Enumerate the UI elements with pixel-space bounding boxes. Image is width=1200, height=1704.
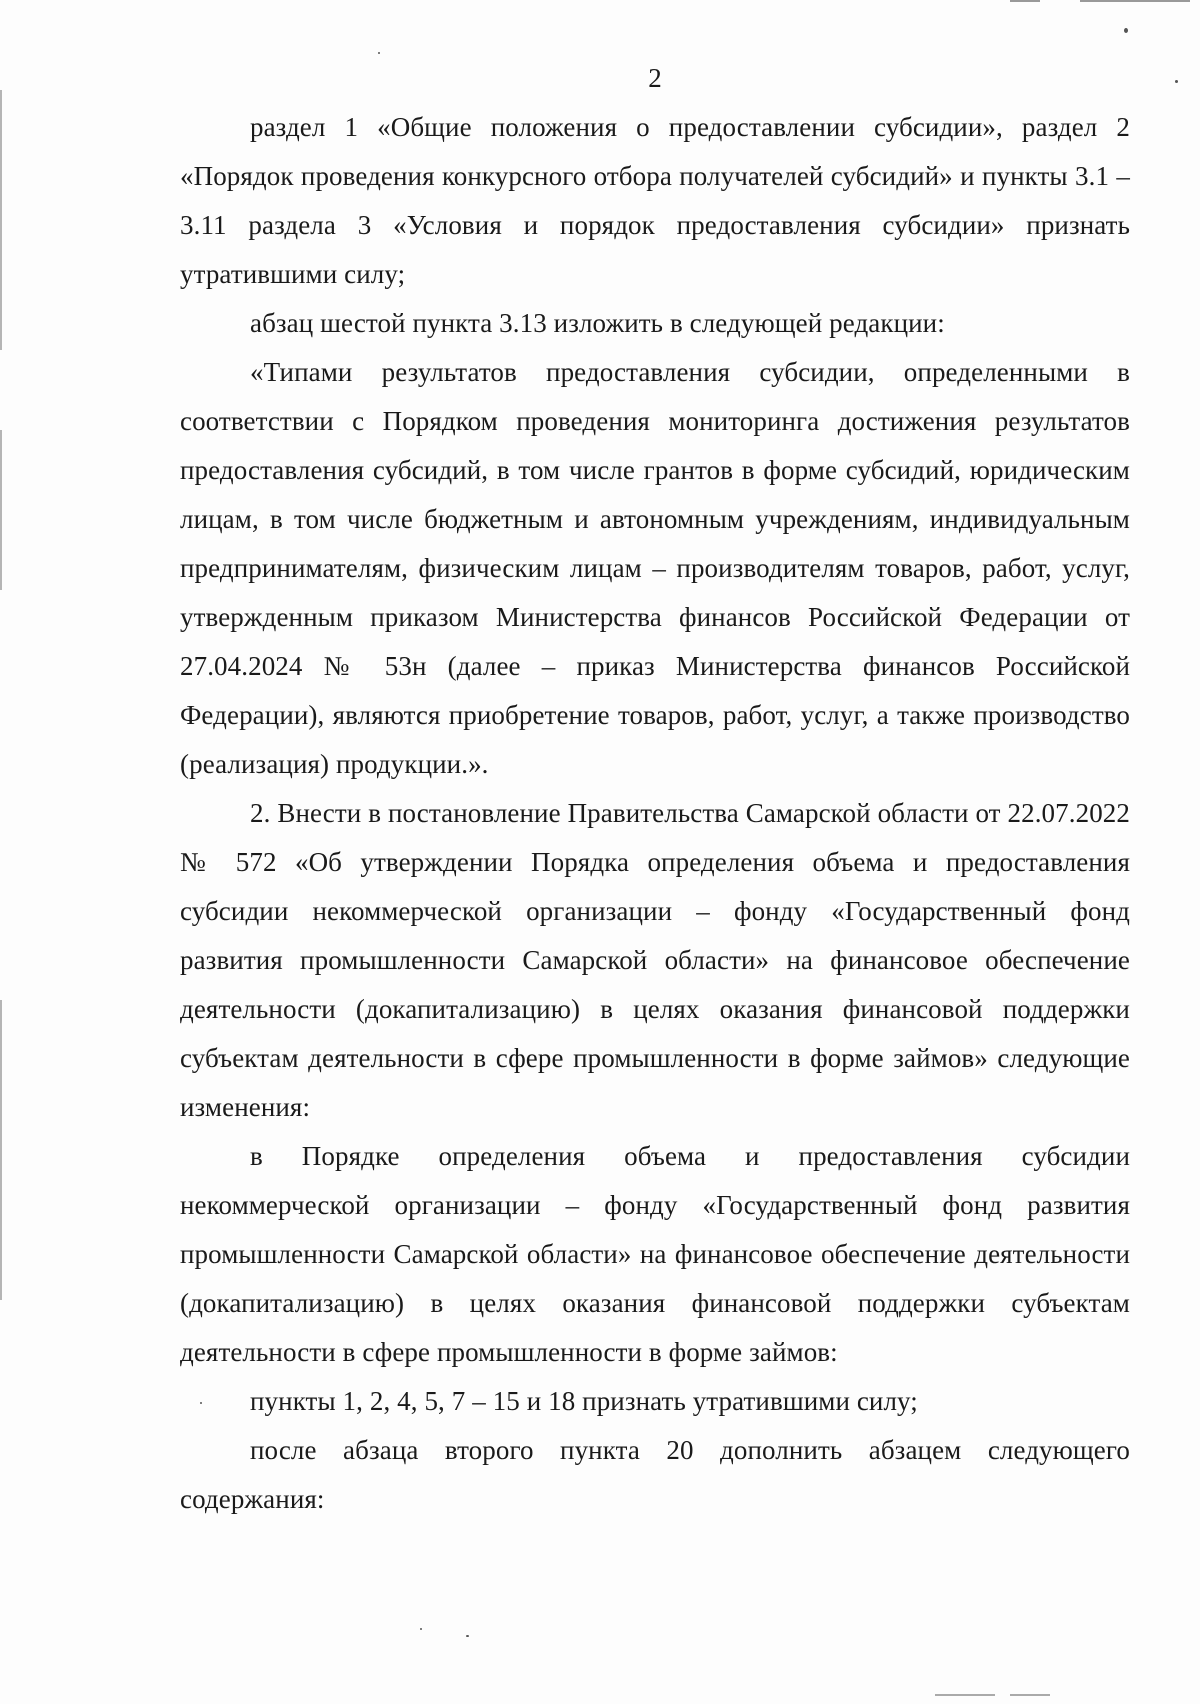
paragraph: после абзаца второго пункта 20 дополнить абзацем следующего содержания: xyxy=(180,1435,1130,1514)
paragraph: «Типами результатов предоставления субсидии, определенными в соответствии с Порядком проведения мониторинга достижения результатов предоставления субсидий, в том числе грантов в форме субсидий, юридическим лицам, в том числе бюджетным и автономным учреждениям, индивидуальным предпринимателям, физическим лицам – производителям товаров, работ, услуг, утвержденным приказом Министерства финансов Российской Федерации от 27.04.2024 № 53н (далее – приказ Министерства финансов Российской Федерации), являются приобретение товаров, работ, услуг, а также производство (реализация) продукции.». xyxy=(180,357,1130,779)
scan-left-edge xyxy=(0,90,2,350)
scan-left-edge xyxy=(0,430,2,590)
scan-top-rule xyxy=(1010,0,1040,2)
page-number: 2 xyxy=(648,63,662,93)
scan-top-rule xyxy=(1080,0,1190,2)
paragraph: 2. Внести в постановление Правительства Самарской области от 22.07.2022 № 572 «Об утверждении Порядка определения объема и предоставления субсидии некоммерческой организации – фонду «Государственный фонд развития промышленности Самарской области» на финансовое обеспечение деятельности (докапитализацию) в целях оказания финансовой поддержки субъектам деятельности в сфере промышленности в форме займов» следующие изменения: xyxy=(180,798,1130,1122)
paragraph: раздел 1 «Общие положения о предоставлении субсидии», раздел 2 «Порядок проведения конкурсного отбора получателей субсидий» и пункты 3.1 – 3.11 раздела 3 «Условия и порядок предоставления субсидии» признать утратившими силу; xyxy=(180,112,1130,289)
document-body xyxy=(180,103,1130,1524)
scan-speck xyxy=(420,1628,422,1630)
paragraph: абзац шестой пункта 3.13 изложить в следующей редакции: xyxy=(250,308,945,338)
scan-speck xyxy=(378,52,380,54)
paragraph: в Порядке определения объема и предоставления субсидии некоммерческой организации – фонду «Государственный фонд развития промышленности Самарской области» на финансовое обеспечение деятельности (докапитализацию) в целях оказания финансовой поддержки субъектам деятельности в сфере промышленности в форме займов: xyxy=(180,1141,1130,1367)
scan-bottom-dash xyxy=(1010,1694,1050,1696)
scan-speck xyxy=(466,1635,469,1637)
scan-bottom-dash xyxy=(935,1694,995,1696)
scan-speck xyxy=(1124,28,1128,33)
scan-left-edge xyxy=(0,1000,2,1300)
paragraph: пункты 1, 2, 4, 5, 7 – 15 и 18 признать утратившими силу; xyxy=(250,1386,918,1416)
